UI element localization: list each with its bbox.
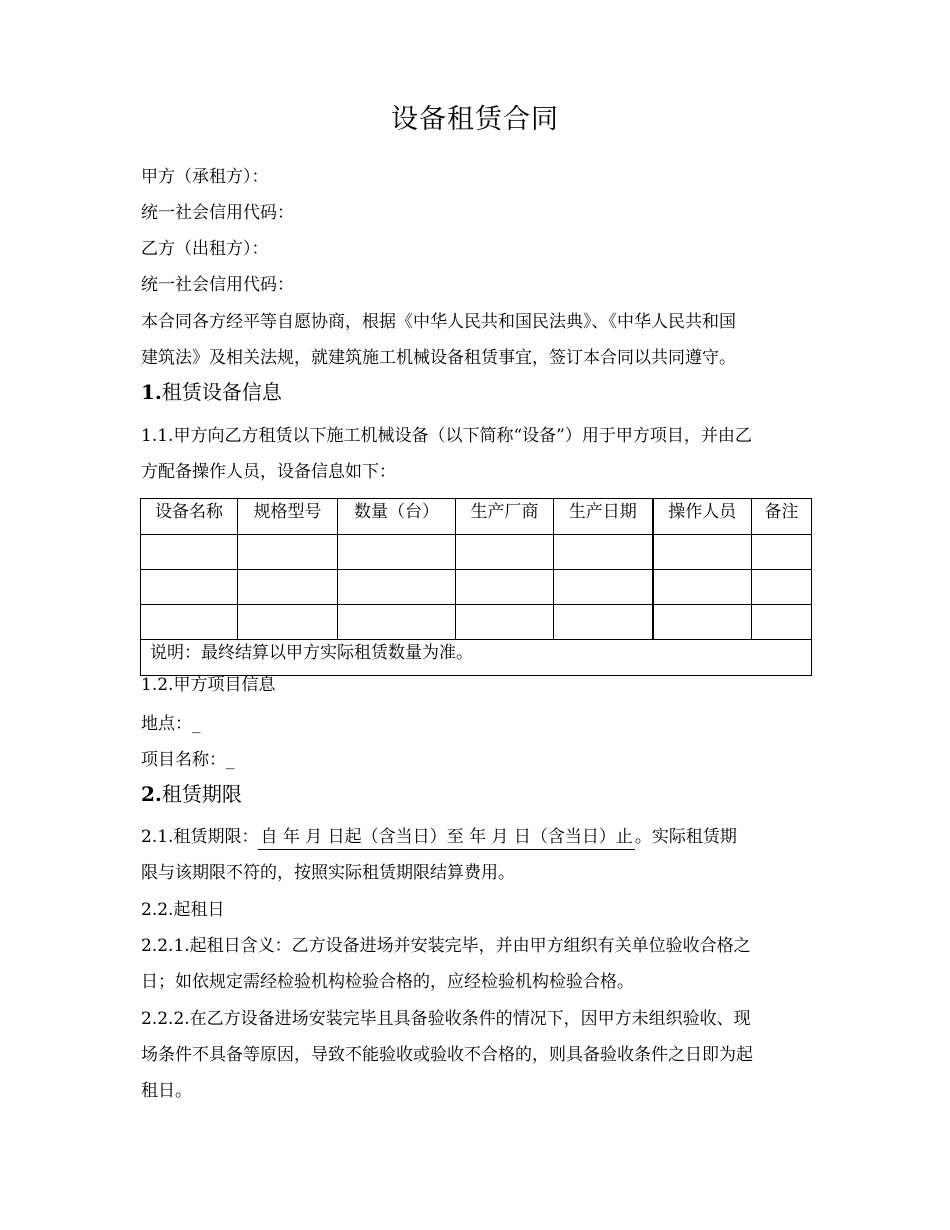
lease-period-blank: 自 年 月 日起（含当日）至 年 月 日（含当日）止 [258, 827, 634, 850]
table-cell [338, 605, 456, 640]
clause-2-1-line-1 [141, 826, 737, 848]
table-cell [554, 605, 653, 640]
table-cell [141, 605, 238, 640]
party-a-credit-code-label: 统一社会信用代码： [141, 203, 294, 223]
equipment-table-header-row [141, 499, 812, 535]
party-b-credit-code-label: 统一社会信用代码： [141, 275, 294, 295]
table-cell [238, 535, 338, 570]
table-note: 说明：最终结算以甲方实际租赁数量为准。 [141, 640, 812, 676]
section-2-title: 租赁期限 [161, 782, 242, 806]
section-2-heading [141, 781, 242, 807]
clause-2-2-1-line-2: 日；如依规定需经检验机构检验合格的，应经检验机构检验合格。 [141, 972, 634, 992]
preamble-line-1: 本合同各方经平等自愿协商，根据《中华人民共和国民法典》、《中华人民共和国 [141, 312, 736, 332]
table-cell [653, 570, 752, 605]
table-cell [141, 535, 238, 570]
table-cell [752, 605, 812, 640]
table-header-cell: 规格型号 [238, 499, 338, 535]
clause-1-1-line-2: 方配备操作人员，设备信息如下： [141, 462, 396, 482]
table-row [141, 570, 812, 605]
table-cell [456, 535, 554, 570]
project-name-field: 项目名称：_ [141, 750, 235, 770]
table-header-cell: 备注 [752, 499, 812, 535]
table-header-cell: 生产日期 [554, 499, 653, 535]
table-header-cell: 操作人员 [653, 499, 752, 535]
clause-2-2-2-line-2: 场条件不具备等原因，导致不能验收或验收不合格的，则具备验收条件之日即为起 [141, 1045, 753, 1065]
section-1-title: 租赁设备信息 [161, 380, 282, 404]
preamble-line-2: 建筑法》及相关法规，就建筑施工机械设备租赁事宜，签订本合同以共同遵守。 [141, 348, 736, 368]
table-cell [554, 535, 653, 570]
clause-2-1-prefix: 2.1.租赁期限： [141, 827, 259, 847]
table-note-row [141, 640, 812, 676]
section-1-heading [141, 379, 282, 405]
party-b-label: 乙方（出租方）： [141, 239, 269, 259]
clause-1-1-line-1: 1.1.甲方向乙方租赁以下施工机械设备（以下简称“设备”）用于甲方项目，并由乙 [141, 426, 752, 446]
party-a-label: 甲方（承租方）： [141, 167, 269, 187]
table-cell [338, 570, 456, 605]
table-cell [141, 570, 238, 605]
section-2-number: 2. [141, 782, 162, 806]
section-1-number: 1. [141, 380, 162, 404]
clause-2-2-1-line-1: 2.2.1.起租日含义：乙方设备进场并安装完毕，并由甲方组织有关单位验收合格之 [141, 936, 751, 956]
equipment-table [140, 498, 812, 676]
table-cell [238, 605, 338, 640]
table-cell [456, 605, 554, 640]
clause-2-2: 2.2.起租日 [141, 900, 225, 920]
table-cell [752, 570, 812, 605]
clause-2-1-line-2: 限与该期限不符的，按照实际租赁期限结算费用。 [141, 863, 515, 883]
table-row [141, 605, 812, 640]
clause-2-2-2-line-3: 租日。 [141, 1081, 192, 1101]
location-field: 地点：_ [141, 714, 201, 734]
table-cell [653, 535, 752, 570]
table-row [141, 535, 812, 570]
clause-2-1-suffix: 。实际租赁期 [634, 827, 737, 847]
table-cell [554, 570, 653, 605]
clause-2-2-2-line-1: 2.2.2.在乙方设备进场安装完毕且具备验收条件的情况下，因甲方未组织验收、现 [141, 1009, 751, 1029]
table-cell [653, 605, 752, 640]
clause-1-2: 1.2.甲方项目信息 [141, 675, 276, 695]
table-cell [338, 535, 456, 570]
table-header-cell: 数量（台） [338, 499, 456, 535]
table-header-cell: 生产厂商 [456, 499, 554, 535]
table-cell [752, 535, 812, 570]
document-title: 设备租赁合同 [391, 104, 559, 135]
table-cell [456, 570, 554, 605]
table-header-cell: 设备名称 [141, 499, 238, 535]
table-cell [238, 570, 338, 605]
